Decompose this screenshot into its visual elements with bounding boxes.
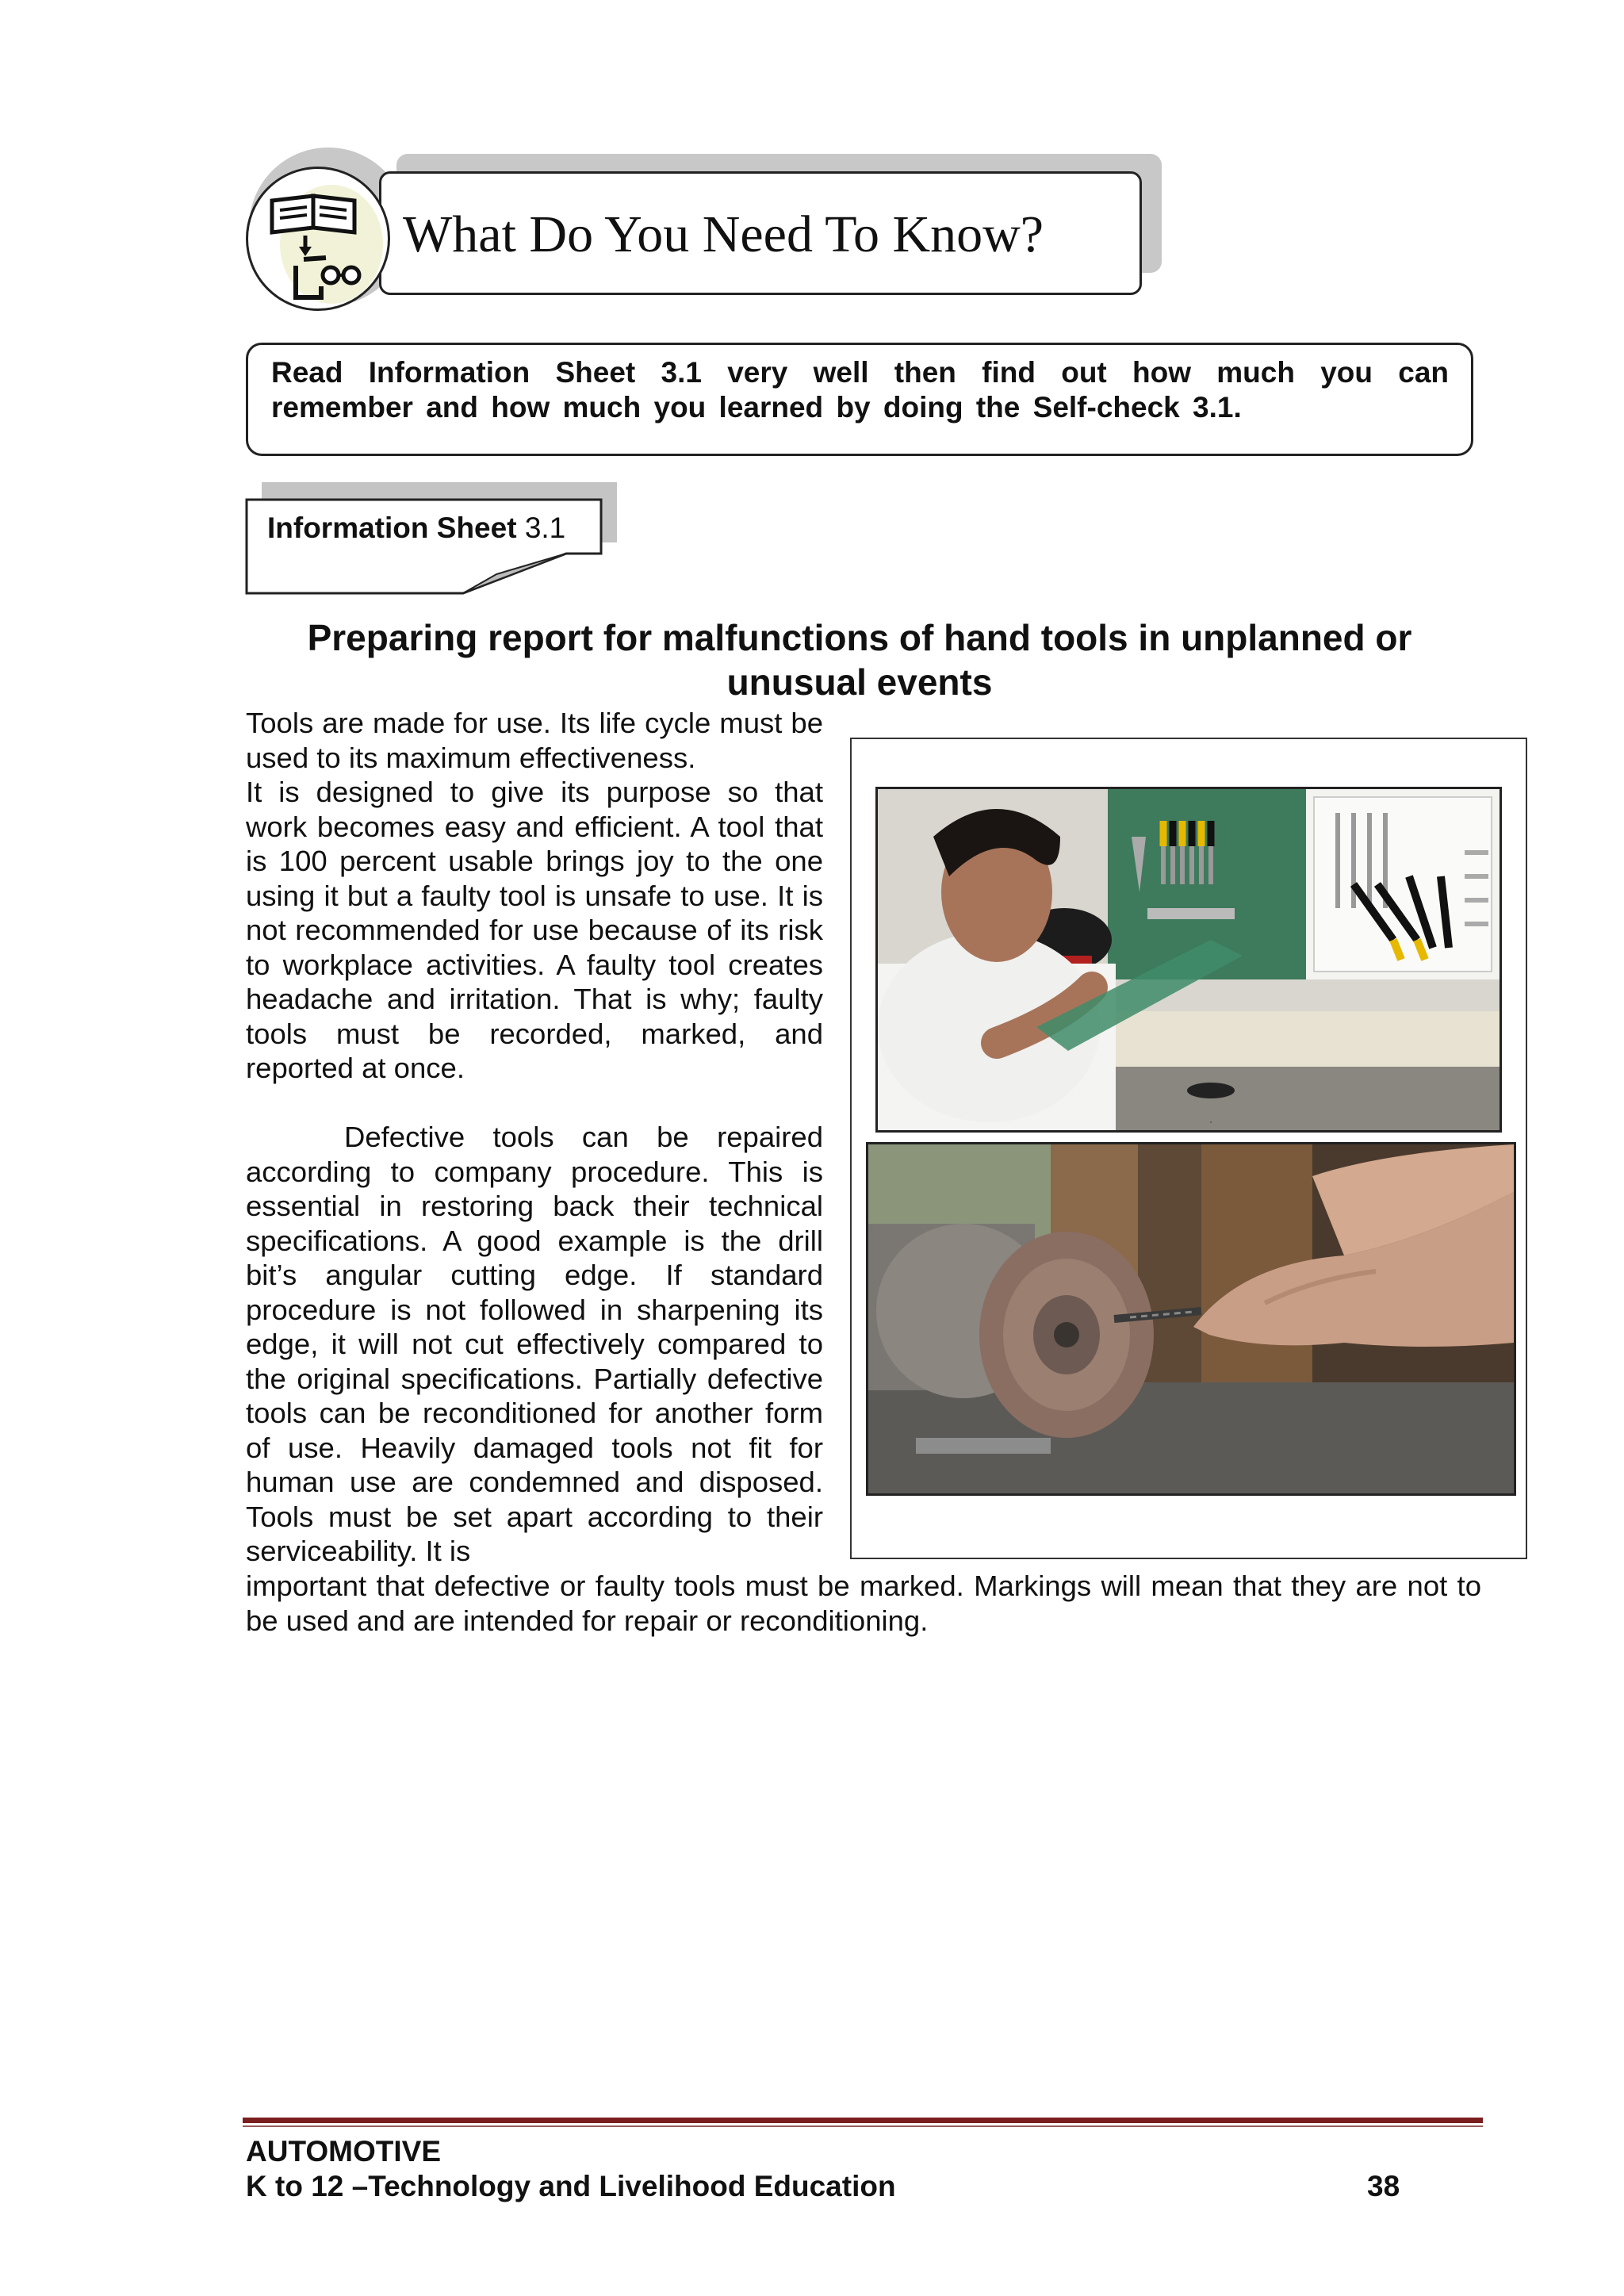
reading-icon (246, 167, 390, 311)
photo-recording-faulty-tools (875, 787, 1502, 1133)
info-sheet-label-text: Information Sheet (267, 512, 517, 544)
page-title: What Do You Need To Know? (403, 205, 1044, 263)
instruction-text: Read Information Sheet 3.1 very well then find out how much you can remember and how much you learned by doing the Self-check 3.1. (271, 356, 1449, 424)
footer-rule-thin (243, 2125, 1483, 2127)
body-text-tail (246, 1569, 1481, 1638)
info-sheet-label (267, 512, 565, 545)
paragraph-1b: It is designed to give its purpose so that work becomes easy and efficient. A tool that is 100 percent usable brings joy to the one using it but a faulty tool is unsafe to use. It is not recommended for use because of its risk to workplace activities. A faulty tool creates headache and irritation. That is why; faulty tools must be recorded, marked, and reported at once. (246, 776, 823, 1084)
body-text (246, 706, 823, 1569)
info-sheet-number: 3.1 (524, 512, 566, 544)
paragraph-1a: Tools are made for use. Its life cycle must be used to its maximum effectiveness. (246, 707, 823, 774)
paragraph-2-tail: important that defective or faulty tools must be marked. Markings will mean that they are not to be used and are intended for repair or reconditioning. (246, 1570, 1481, 1637)
paragraph-2: Defective tools can be repaired according to company procedure. This is essential in restoring back their technical specifications. A good example is the drill bit’s angular cutting edge. If standard procedure is not followed in sharpening its edge, it will not cut effectively compared to the original specifications. Partially defective tools can be reconditioned for another form of use. Heavily damaged tools not fit for human use are condemned and disposed. Tools must be set apart according to their serviceability. It is (246, 1121, 823, 1567)
section-heading: Preparing report for malfunctions of hand tools in unplanned or unusual events (307, 617, 1412, 703)
page-number: 38 (1367, 2170, 1400, 2202)
footer-subject: AUTOMOTIVE (246, 2135, 441, 2168)
footer-rule (243, 2118, 1483, 2123)
footer-course: K to 12 –Technology and Livelihood Education (246, 2170, 896, 2202)
photo-sharpening-drill-bit (866, 1142, 1516, 1496)
paragraph-spacer (246, 1086, 823, 1121)
